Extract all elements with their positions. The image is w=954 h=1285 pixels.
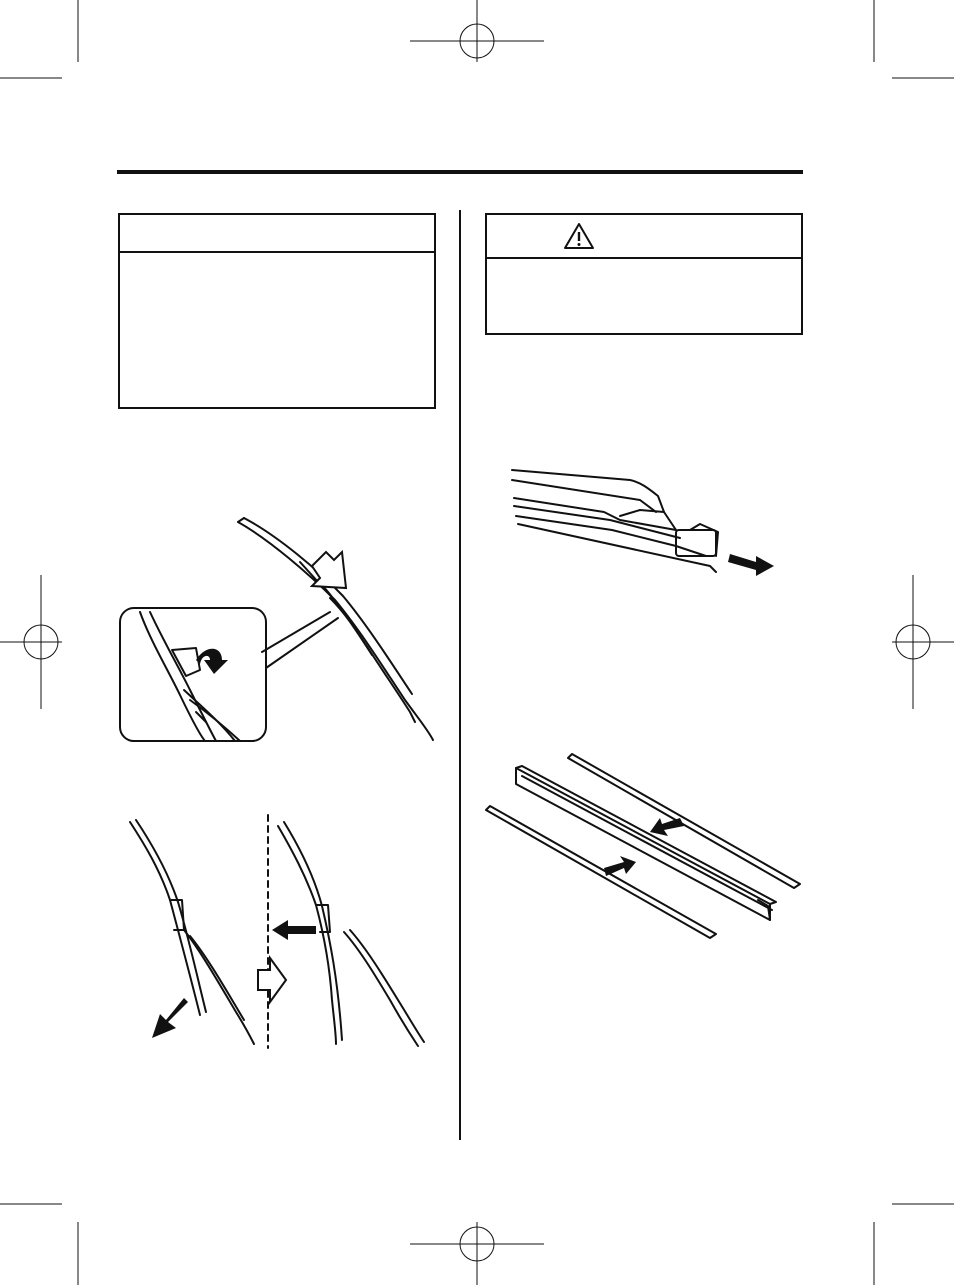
insert-arrow-upper — [650, 818, 684, 836]
insert-arrow-lower — [604, 856, 636, 876]
